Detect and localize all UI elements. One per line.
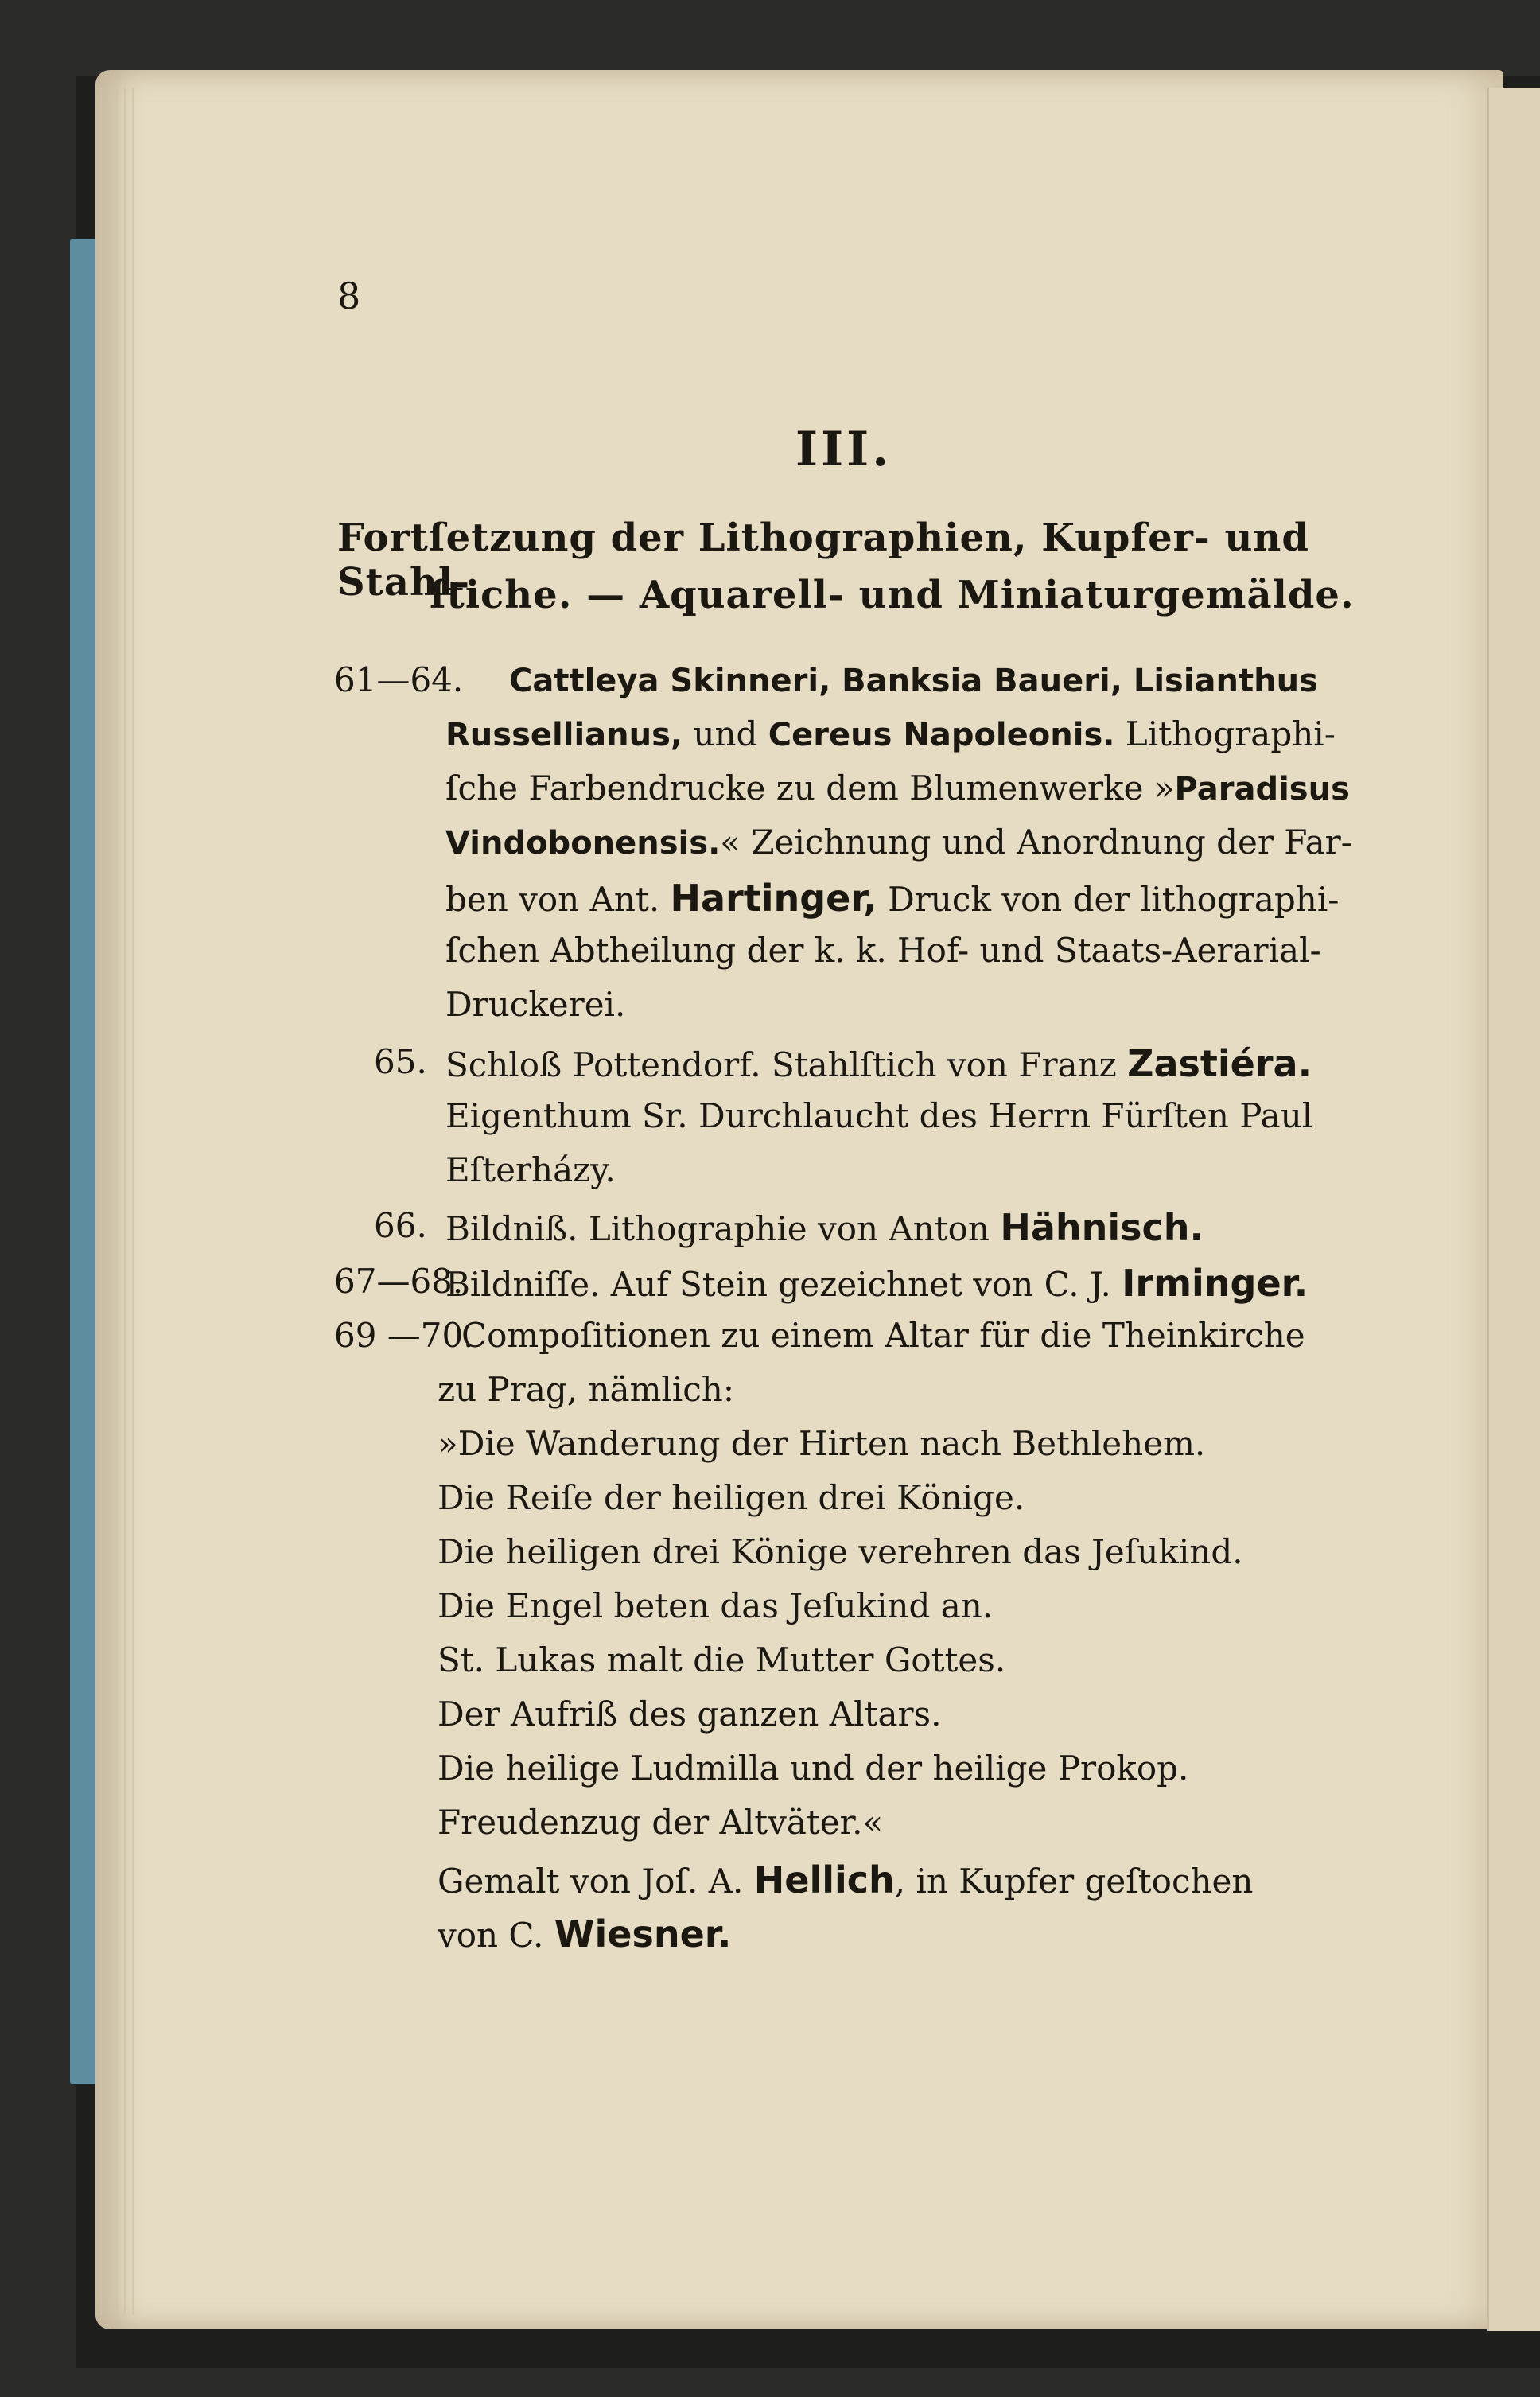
entry-line: Druckerei. xyxy=(445,985,626,1024)
entry-number: 67—68. xyxy=(334,1262,464,1301)
entry-line xyxy=(445,714,1336,753)
list-item: Der Aufriß des ganzen Altars. xyxy=(438,1695,942,1734)
text-segment: Gemalt von Joſ. A. xyxy=(438,1862,754,1901)
entry-line xyxy=(445,877,1339,920)
entry-line xyxy=(438,1913,731,1955)
entry-line: Compoſitionen zu einem Altar für die Theinkirche xyxy=(461,1316,1305,1355)
list-item: Die heilige Ludmilla und der heilige Prokop. xyxy=(438,1749,1189,1788)
list-item: St. Lukas malt die Mutter Gottes. xyxy=(438,1640,1006,1679)
entry-line xyxy=(445,1206,1204,1249)
entry-line xyxy=(445,823,1352,862)
entry-line: zu Prag, nämlich: xyxy=(438,1370,734,1409)
entry-line xyxy=(438,1858,1253,1901)
artist-name: Hellich xyxy=(753,1858,895,1901)
entry-number: 65. xyxy=(374,1042,427,1081)
artist-name: Hartinger, xyxy=(670,877,877,920)
text-segment: , in Kupfer geſtochen xyxy=(894,1862,1254,1901)
text-segment: « Zeichnung und Anordnung der Far- xyxy=(720,823,1352,862)
artist-name: Zastiéra. xyxy=(1127,1042,1312,1085)
entry-line: Eſterházy. xyxy=(445,1150,616,1189)
list-item: »Die Wanderung der Hirten nach Bethlehem. xyxy=(438,1424,1206,1463)
entry-line xyxy=(509,660,1318,699)
list-item: Die Reiſe der heiligen drei Könige. xyxy=(438,1478,1025,1517)
list-item: Die heiligen drei Könige verehren das Jeſukind. xyxy=(438,1532,1243,1571)
entry-line xyxy=(445,1042,1312,1085)
work-title: Vindobonensis. xyxy=(445,825,721,862)
text-segment: ben von Ant. xyxy=(445,880,671,919)
text-segment: Druck von der lithographi- xyxy=(877,880,1340,919)
section-heading-line-2: ſtiche. — Aquarell- und Miniaturgemälde. xyxy=(430,573,1355,617)
entry-line xyxy=(445,1262,1308,1305)
section-heading-line-1: Fortſetzung der Lithographien, Kupfer- und Stahl- xyxy=(337,516,1309,605)
work-title: Paradisus xyxy=(1174,771,1350,807)
list-item: Freudenzug der Altväter.« xyxy=(438,1803,884,1842)
entry-line: ſchen Abtheilung der k. k. Hof- und Staats-Aerarial- xyxy=(445,931,1321,970)
plant-name: Russellianus, xyxy=(445,717,683,753)
text-segment: Bildniſſe. Auf Stein gezeichnet von C. J. xyxy=(445,1265,1122,1304)
text-segment: ſche Farbendrucke zu dem Blumenwerke » xyxy=(445,769,1175,807)
artist-name: Irminger. xyxy=(1122,1262,1309,1305)
entry-number: 66. xyxy=(374,1206,427,1245)
text-segment: und xyxy=(682,714,768,753)
list-item: Die Engel beten das Jeſukind an. xyxy=(438,1586,994,1625)
entry-number: 61—64. xyxy=(334,660,464,699)
page-number: 8 xyxy=(337,274,361,317)
text-segment: Lithographi- xyxy=(1114,714,1336,753)
artist-name: Hähnisch. xyxy=(1000,1206,1204,1249)
text-segment: Bildniß. Lithographie von Anton xyxy=(445,1209,1001,1248)
entry-line: Eigenthum Sr. Durchlaucht des Herrn Fürſten Paul xyxy=(445,1096,1313,1135)
entry-line xyxy=(445,769,1350,807)
plant-names: Cattleya Skinneri, Banksia Baueri, Lisianthus xyxy=(509,663,1318,699)
plant-name: Cereus Napoleonis. xyxy=(768,717,1115,753)
artist-name: Wiesner. xyxy=(554,1913,732,1955)
entry-number: 69 —70. xyxy=(334,1316,474,1355)
text-segment: Schloß Pottendorf. Stahlſtich von Franz xyxy=(445,1045,1128,1084)
text-segment: von C. xyxy=(438,1916,554,1955)
section-numeral: III. xyxy=(795,422,892,477)
